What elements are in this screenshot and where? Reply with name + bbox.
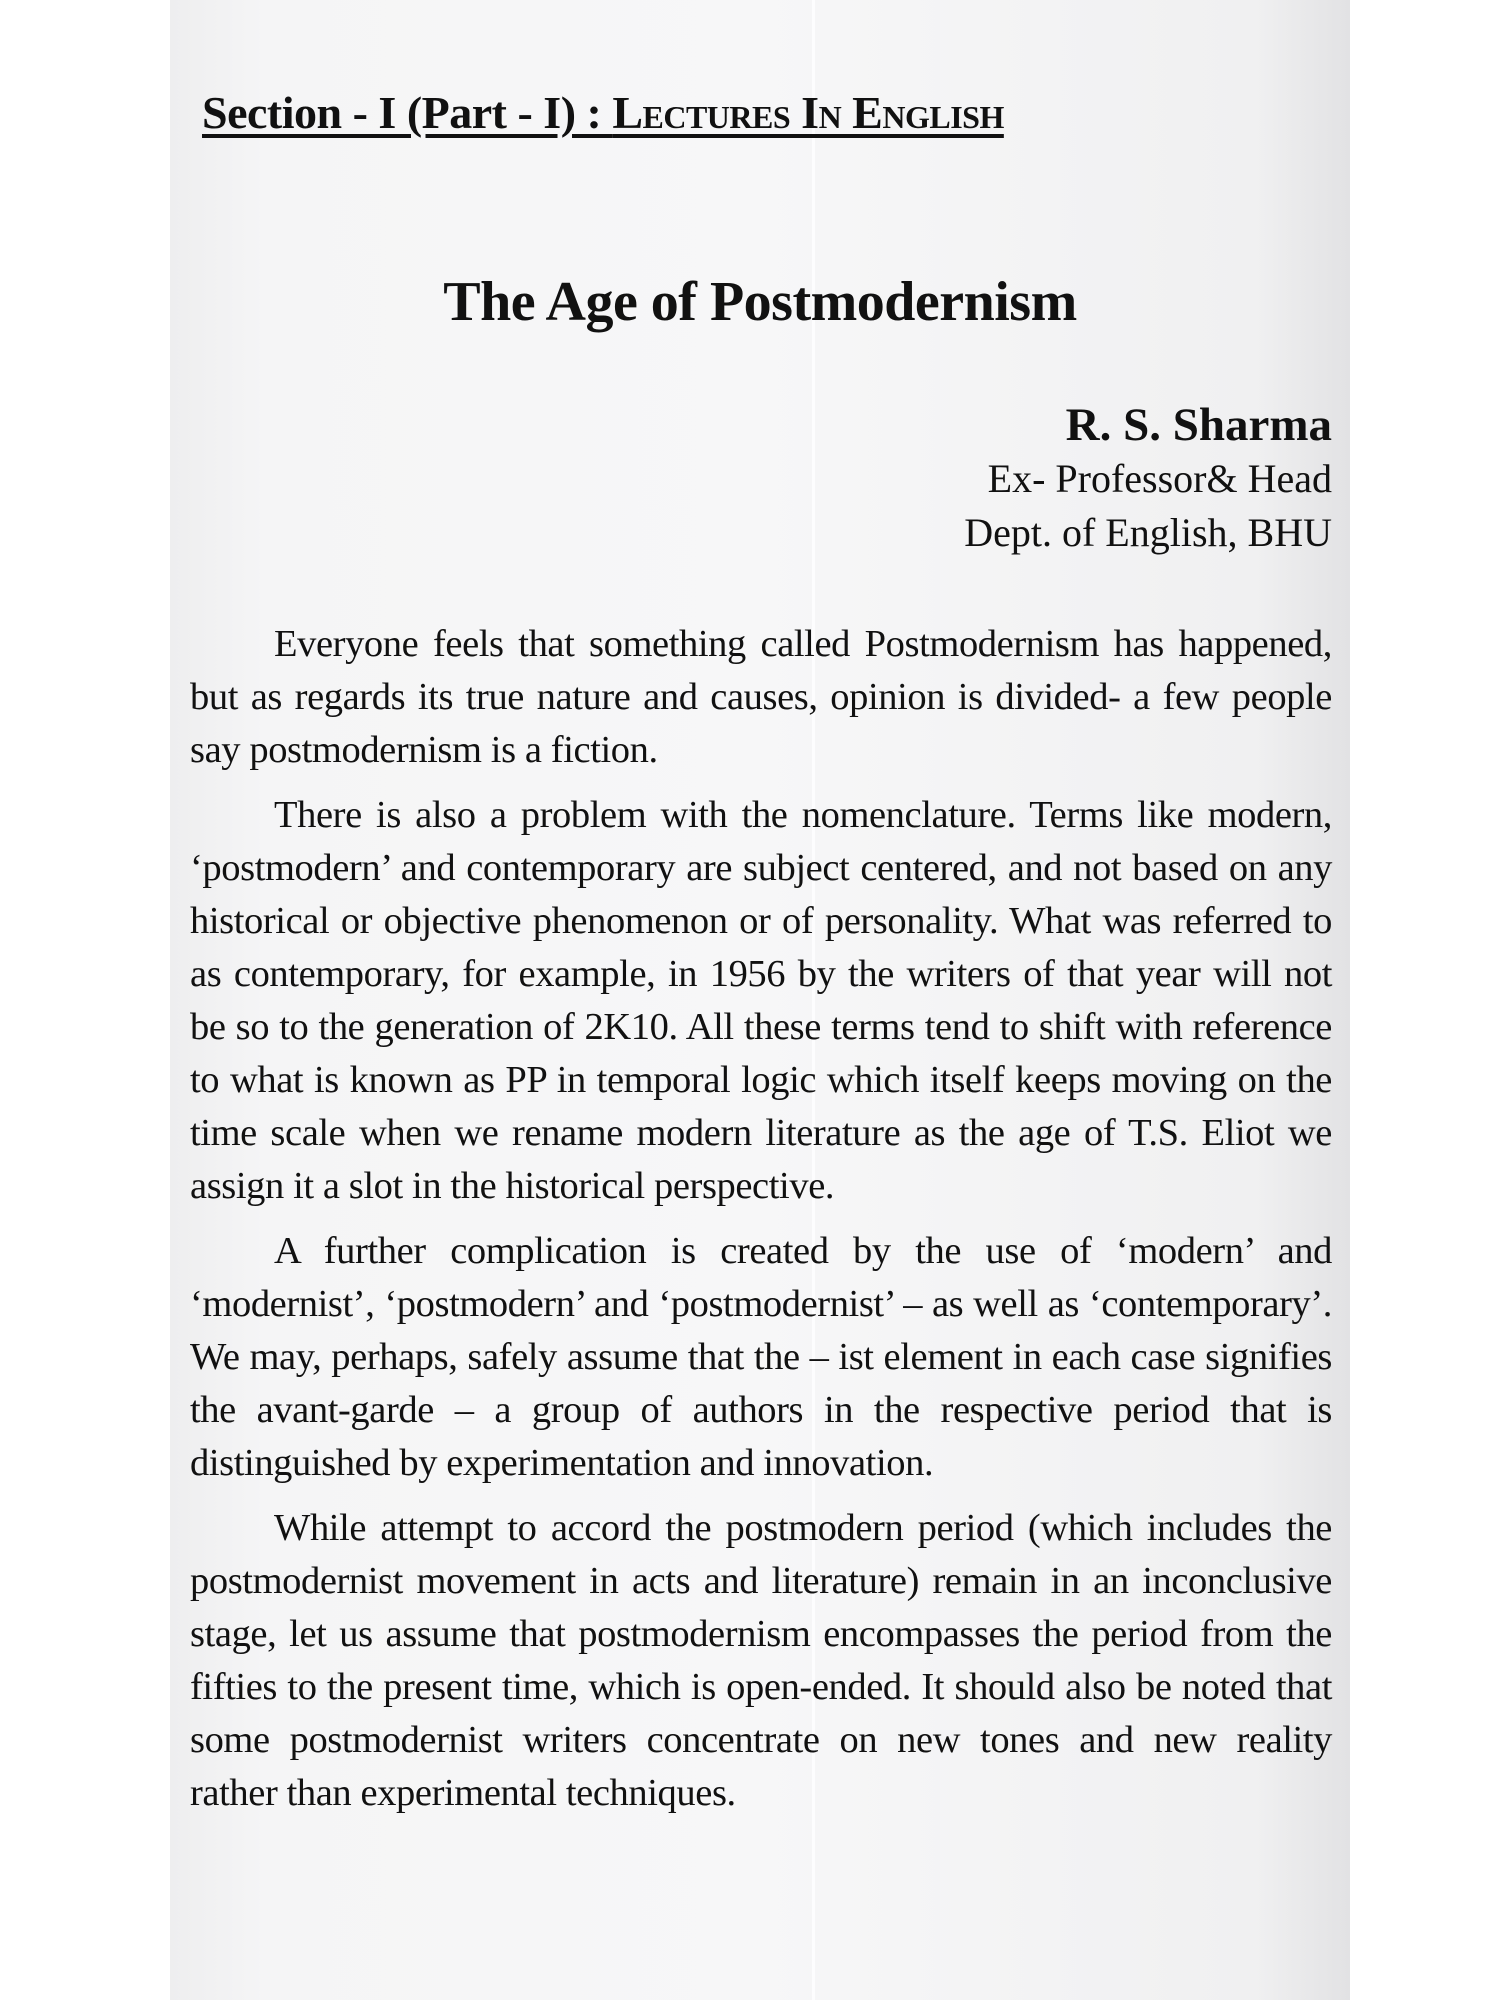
byline [964, 398, 1332, 560]
section-heading-label: Lectures In English [612, 87, 1004, 138]
author-department: Dept. of English, BHU [964, 510, 1332, 555]
author-position: Ex- Professor& Head [987, 456, 1332, 501]
book-page [170, 0, 1350, 2000]
section-heading-prefix: Section - I (Part - I) : [202, 87, 613, 138]
author-name: R. S. Sharma [1065, 399, 1332, 451]
section-heading [202, 86, 1004, 139]
article-body [190, 618, 1332, 1832]
paragraph: While attempt to accord the postmodern period (which includes the postmodernist movement in acts and literature) remain in an inconclusive stage, let us assume that postmodernism encompasses the period from the fifties to the present time, which is open-ended. It should also be noted that some postmodernist writers concentrate on new tones and new reality rather than experimental techniques. [190, 1507, 1332, 1814]
paragraph: There is also a problem with the nomenclature. Terms like modern, ‘postmodern’ and contemporary are subject centered, and not based on any historical or objective phenomenon or of personality. What was referred to as contemporary, for example, in 1956 by the writers of that year will not be so to the generation of 2K10. All these terms tend to shift with reference to what is known as PP in temporal logic which itself keeps moving on the time scale when we rename modern literature as the age of T.S. Eliot we assign it a slot in the historical perspective. [190, 794, 1332, 1207]
paragraph: A further complication is created by the use of ‘modern’ and ‘modernist’, ‘postmodern’ and ‘postmodernist’ – as well as ‘contemporary’. We may, perhaps, safely assume that the – ist element in each case signifies the avant-garde – a group of authors in the respective period that is distinguished by experimentation and innovation. [190, 1230, 1332, 1484]
article-title: The Age of Postmodernism [443, 271, 1077, 333]
paragraph: Everyone feels that something called Postmodernism has happened, but as regards its true nature and causes, opinion is divided- a few people say postmodernism is a fiction. [190, 623, 1332, 771]
